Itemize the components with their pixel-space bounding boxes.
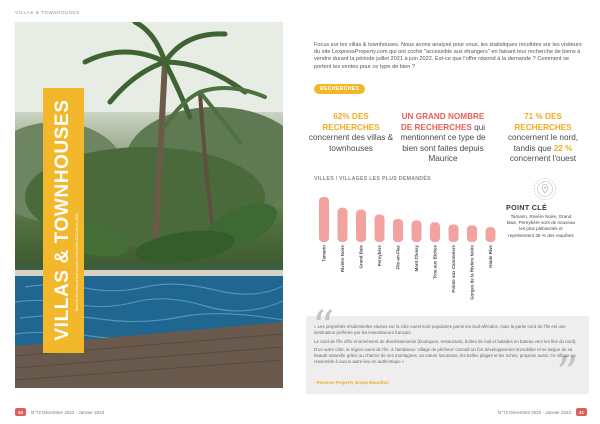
section-title: VILLAS & TOWNHOUSES [52, 99, 73, 341]
stat-text: qui mentionnent ce type de bien sont faites depuis Maurice [400, 122, 486, 163]
chart-category-label: Mont Choisy [414, 245, 419, 272]
quote-paragraph: D'un autre côté, la région ouest de l'île, à l'ambiance 'village de pêcheur' connaît un fort développement immobilier et se targue de sa beauté naturelle grâce au charme de ses montagnes, sa nature luxuriante, les belles plages et les riches, propices aussi. Ce village ne ressemble à aucun autre lieu en authentique » [314, 347, 576, 364]
stat-villas [306, 112, 396, 154]
chart-bar [338, 208, 348, 242]
quote-source: - Ravenor Property Group Mauritius [314, 380, 389, 385]
chart-bar [430, 222, 440, 242]
stat-text-secondary: concernent l'ouest [509, 154, 577, 163]
key-point-title: POINT CLÉ [506, 203, 548, 212]
chart-category-label: Tamarin [321, 245, 327, 262]
open-quote-icon: “ [312, 302, 335, 353]
running-head: VILLAS & TOWNHOUSES [15, 10, 80, 15]
close-quote-icon: ” [556, 348, 579, 399]
chart-category-label: Flic-en-Flac [395, 245, 401, 270]
chart-bar [393, 219, 403, 242]
section-badge: RECHERCHES [314, 84, 365, 94]
quote-paragraph: « Les propriétés résidentielles situées sur la côte ouest sont populaires parmi les Sud-africains, mais la partie nord de l'île est une destination préférée par les investisseurs français. [314, 324, 566, 335]
quote-paragraph: Le nord de l'île offre énormément de divertissements (boutiques, restaurants, boîtes de nuit et balades en bateau vers les îles du nord). [314, 338, 577, 344]
bar-chart [314, 186, 514, 298]
stat-text: concernent des villas & townhouses [308, 133, 394, 153]
chart-bar [486, 227, 496, 242]
stat-highlight: 62% DES RECHERCHES [322, 112, 380, 132]
page-number-left: 40 [15, 408, 26, 416]
chart-bar [356, 210, 366, 242]
footer-right [498, 408, 587, 416]
chart-category-label: Pointe aux Canonniers [451, 245, 456, 293]
chart-bar [467, 225, 477, 242]
stat-highlight-secondary: 22 % [553, 143, 573, 153]
chart-category-label: Gorges de la Rivière Noire [469, 245, 475, 300]
chart-category-label: Trou aux Biches [432, 245, 438, 279]
chart-bar [319, 197, 329, 242]
chart-category-label: Pereybère [377, 245, 382, 267]
chart-category-label: Rivière Noire [340, 245, 345, 273]
chart-title: VILLES / VILLAGES LES PLUS DEMANDÉS [314, 176, 431, 182]
stat-north-west [498, 112, 588, 165]
stat-mauritius [398, 112, 488, 165]
section-subtitle: Marché des villas & townhouses entre juillet 2021 et juin 2022 [75, 212, 79, 312]
chart-bar [449, 224, 459, 242]
stat-highlight: UN GRAND NOMBRE DE RECHERCHES [400, 112, 485, 132]
pin-badge-icon [533, 177, 557, 201]
issue-info-left: N°72 Décembre 2022 - Janvier 2023 [31, 409, 105, 415]
chart-bar [375, 215, 385, 242]
footer-left [15, 408, 104, 416]
stat-text: concernent le nord, tandis que [507, 133, 579, 153]
chart-bar [412, 220, 422, 242]
key-point-text: Tamarin, Rivière Noire, Grand Baie, Pereybère sont de nouveau les plus plébiscités et représentent 35 % des requêtes [506, 214, 576, 238]
intro-paragraph: Focus sur les villas & townhouses. Nous avons analysé pour vous, les statistiques recoltées sur les visiteurs du site LexpressProperty.com qui ont coché "accessible aux étrangers" en faisant leur recherche de biens à vendre durant la période juillet 2021 à juin 2022. Est-ce que l'offre répond à la demande ? Comment se portent les ventes pour ce type de bien ? [314, 42, 582, 70]
page-number-right: 41 [576, 408, 587, 416]
chart-category-label: Haute Rive [488, 245, 493, 268]
quote-text [314, 324, 582, 365]
issue-info-right: N°72 Décembre 2022 - Janvier 2023 [497, 409, 571, 415]
chart-category-label: Grand Baie [358, 245, 364, 269]
stat-highlight: 71 % DES RECHERCHES [514, 112, 572, 132]
